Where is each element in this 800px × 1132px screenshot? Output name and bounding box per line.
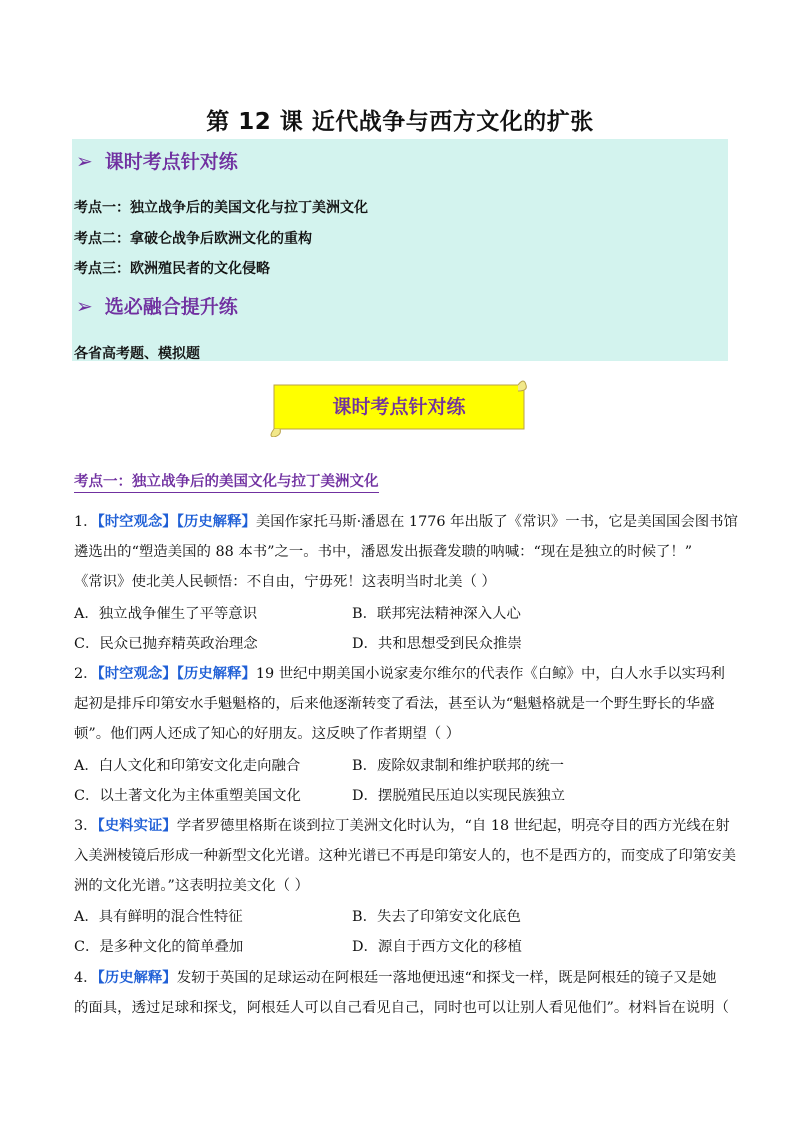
page-title: 第 12 课 近代战争与西方文化的扩张 [206, 109, 594, 135]
q3-line-3: 洲的文化光谱。”这表明拉美文化（ ） [74, 878, 309, 894]
arrow-bullet-icon: ➢ [76, 148, 93, 173]
toc-heading-2 [76, 292, 238, 319]
toc-box [72, 139, 728, 361]
q1-option-a: A．独立战争催生了平等意识 [74, 606, 258, 622]
q2-option-c: C．以土著文化为主体重塑美国文化 [74, 788, 301, 804]
q2-text-1: 19 世纪中期美国小说家麦尔维尔的代表作《白鲸》中，白人水手以实玛利 [255, 666, 725, 682]
toc-heading-2-label: 选必融合提升练 [104, 296, 238, 318]
q4-line-2: 的面具，透过足球和探戈，阿根廷人可以自己看见自己，同时也可以让别人看见他们”。材料旨在说明（ [74, 1000, 729, 1016]
q1-option-c: C．民众已抛弃精英政治理念 [74, 636, 258, 652]
q3-option-b: B．失去了印第安文化底色 [352, 909, 521, 925]
q4-number: 4． [74, 970, 98, 986]
q2-line-1 [74, 662, 725, 683]
q2-line-3: 顿”。他们两人还成了知心的好朋友。这反映了作者期望（ ） [74, 726, 461, 742]
q2-option-a: A．白人文化和印第安文化走向融合 [74, 758, 301, 774]
q2-option-d: D．摆脱殖民压迫以实现民族独立 [352, 788, 566, 804]
q3-tag-1: 【史料实证】 [97, 818, 177, 834]
arrow-bullet-icon: ➢ [76, 293, 93, 318]
q1-line-1 [74, 510, 738, 531]
q1-line-2: 遴选出的“塑造美国的 88 本书”之一。书中，潘恩发出振聋发聩的呐喊：“现在是独立的时候了！” [74, 544, 693, 560]
q3-text-1: 学者罗德里格斯在谈到拉丁美洲文化时认为，“自 18 世纪起，明亮夺目的西方光线在射 [176, 818, 730, 834]
toc-item-3: 考点三：欧洲殖民者的文化侵略 [74, 261, 270, 277]
toc-heading-1-label: 课时考点针对练 [104, 151, 238, 173]
q3-option-a: A．具有鲜明的混合性特征 [74, 909, 243, 925]
q3-option-d: D．源自于西方文化的移植 [352, 939, 522, 955]
q1-text-1: 美国作家托马斯·潘恩在 1776 年出版了《常识》一书，它是美国国会图书馆 [255, 514, 738, 530]
q1-tag-2: 【历史解释】 [176, 514, 256, 530]
q2-option-b: B．废除奴隶制和维护联邦的统一 [352, 758, 565, 774]
toc-item-extra: 各省高考题、模拟题 [74, 346, 200, 362]
q1-number: 1． [74, 514, 98, 530]
toc-heading-1 [76, 147, 238, 174]
q2-tag-2: 【历史解释】 [176, 666, 256, 682]
banner-text: 课时考点针对练 [332, 396, 466, 418]
q4-line-1 [74, 966, 717, 987]
q3-option-c: C．是多种文化的简单叠加 [74, 939, 244, 955]
section-title: 考点一：独立战争后的美国文化与拉丁美洲文化 [74, 470, 379, 493]
toc-item-2: 考点二：拿破仑战争后欧洲文化的重构 [74, 231, 312, 247]
q4-tag-1: 【历史解释】 [97, 970, 177, 986]
q1-tag-1: 【时空观念】 [97, 514, 177, 530]
q1-option-d: D．共和思想受到民众推崇 [352, 636, 522, 652]
q2-line-2: 起初是排斥印第安水手魁魁格的，后来他逐渐转变了看法，甚至认为“魁魁格就是一个野生野长的华盛 [74, 696, 715, 712]
q3-number: 3． [74, 818, 98, 834]
q3-line-1 [74, 814, 730, 835]
toc-item-1: 考点一：独立战争后的美国文化与拉丁美洲文化 [74, 200, 368, 216]
q1-line-3: 《常识》使北美人民顿悟：不自由，宁毋死！这表明当时北美（ ） [74, 574, 496, 590]
q2-number: 2． [74, 666, 98, 682]
q4-text-1: 发轫于英国的足球运动在阿根廷一落地便迅速“和探戈一样，既是阿根廷的镜子又是她 [176, 970, 717, 986]
q3-line-2: 入美洲棱镜后形成一种新型文化光谱。这种光谱已不再是印第安人的，也不是西方的，而变成了印第安美 [74, 848, 736, 864]
q1-option-b: B．联邦宪法精神深入人心 [352, 606, 521, 622]
q2-tag-1: 【时空观念】 [97, 666, 177, 682]
